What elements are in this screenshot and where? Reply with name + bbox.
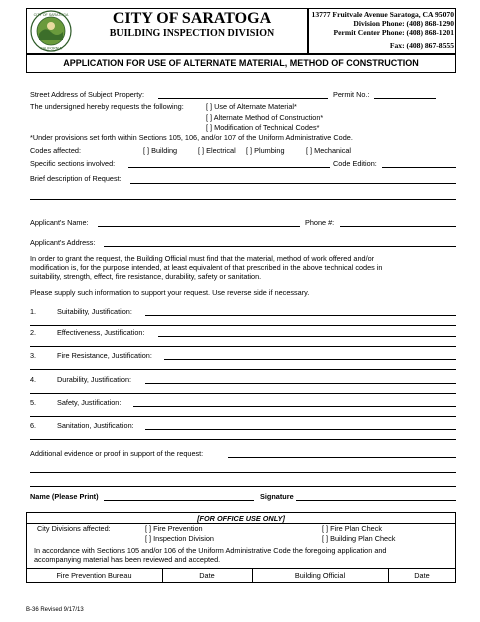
accordance-text-line-2: accompanying material has been reviewed and accepted. xyxy=(34,555,221,564)
request-option-modification[interactable]: [ ] Modification of Technical Codes* xyxy=(206,123,320,132)
division-option-building-plan-check[interactable]: [ ] Building Plan Check xyxy=(322,534,396,543)
signature-field[interactable] xyxy=(296,500,456,501)
city-name: CITY OF SARATOGA xyxy=(112,10,272,27)
form-title: APPLICATION FOR USE OF ALTERNATE MATERIAL, METHOD OF CONSTRUCTION xyxy=(63,58,419,68)
permit-field[interactable] xyxy=(374,98,436,99)
form-footer-code: B-36 Revised 9/17/13 xyxy=(26,607,84,613)
brief-description-label: Brief description of Request: xyxy=(30,174,122,183)
header-fax: Fax: (408) 867-8555 xyxy=(389,41,454,50)
division-name: BUILDING INSPECTION DIVISION xyxy=(109,28,275,39)
specific-sections-field[interactable] xyxy=(128,167,330,168)
justification-3-field[interactable] xyxy=(164,359,456,360)
name-print-label: Name (Please Print) xyxy=(30,492,99,501)
requirement-paragraph-line-1: In order to grant the request, the Building Official must find that the material, method of work offered and/or xyxy=(30,254,375,263)
brief-description-line[interactable] xyxy=(30,199,456,200)
code-edition-label: Code Edition: xyxy=(333,159,377,168)
justification-5-label: Safety, Justification: xyxy=(57,398,122,407)
code-option-mechanical[interactable]: [ ] Mechanical xyxy=(306,146,352,155)
phone-label: Phone #: xyxy=(305,218,335,227)
codes-label: Codes affected: xyxy=(30,146,81,155)
specific-sections-label: Specific sections involved: xyxy=(30,159,116,168)
city-seal-icon xyxy=(30,10,72,52)
justification-1-number: 1. xyxy=(30,307,37,316)
requirement-paragraph-line-2: modification is, for the purpose intended, at least equivalent of that prescribed in the above technical codes in xyxy=(30,263,383,272)
justification-3-label: Fire Resistance, Justification: xyxy=(57,351,152,360)
office-use-heading: [FOR OFFICE USE ONLY] xyxy=(197,514,285,523)
approval-building-official: Building Official xyxy=(294,571,346,580)
justification-6-label: Sanitation, Justification: xyxy=(57,421,134,430)
justification-4-label: Durability, Justification: xyxy=(57,375,132,384)
justification-2-extra-line[interactable] xyxy=(30,346,456,347)
brief-description-field[interactable] xyxy=(130,183,456,184)
seal-text-bottom: CALIFORNIA xyxy=(40,46,62,51)
accordance-text-line-1: In accordance with Sections 105 and/or 106 of the Uniform Administrative Code the foregoing application and xyxy=(34,546,387,555)
justification-5-field[interactable] xyxy=(133,406,456,407)
justification-2-number: 2. xyxy=(30,328,37,337)
justification-4-number: 4. xyxy=(30,375,37,384)
approval-row-top-rule xyxy=(26,568,456,569)
justification-4-field[interactable] xyxy=(145,383,456,384)
justification-6-extra-line[interactable] xyxy=(30,439,456,440)
applicant-name-label: Applicant's Name: xyxy=(30,218,89,227)
applicant-address-field[interactable] xyxy=(104,246,456,247)
justification-2-field[interactable] xyxy=(158,336,456,337)
provisions-note: *Under provisions set forth within Sections 105, 106, and/or 107 of the Uniform Administrative Code. xyxy=(30,133,353,142)
justification-5-number: 5. xyxy=(30,398,37,407)
justification-4-extra-line[interactable] xyxy=(30,393,456,394)
requirement-paragraph-line-3: suitability, strength, effect, fire resistance, durability, safety or sanitation. xyxy=(30,272,262,281)
street-field[interactable] xyxy=(158,98,328,99)
request-option-material[interactable]: [ ] Use of Alternate Material* xyxy=(206,102,297,111)
city-divisions-label: City Divisions affected: xyxy=(37,524,111,533)
code-option-plumbing[interactable]: [ ] Plumbing xyxy=(246,146,285,155)
phone-field[interactable] xyxy=(340,226,456,227)
division-option-inspection[interactable]: [ ] Inspection Division xyxy=(145,534,214,543)
approval-date-2: Date xyxy=(414,571,430,580)
justification-5-extra-line[interactable] xyxy=(30,416,456,417)
justification-2-label: Effectiveness, Justification: xyxy=(57,328,145,337)
justification-3-number: 3. xyxy=(30,351,37,360)
justification-1-extra-line[interactable] xyxy=(30,325,456,326)
support-instruction: Please supply such information to support your request. Use reverse side if necessary. xyxy=(30,288,310,297)
name-print-field[interactable] xyxy=(104,500,254,501)
header-permit-phone: Permit Center Phone: (408) 868-1201 xyxy=(333,28,454,37)
justification-6-number: 6. xyxy=(30,421,37,430)
permit-label: Permit No.: xyxy=(333,90,370,99)
applicant-address-label: Applicant's Address: xyxy=(30,238,96,247)
street-label: Street Address of Subject Property: xyxy=(30,90,144,99)
additional-evidence-line-2[interactable] xyxy=(30,486,456,487)
division-option-fire-plan-check[interactable]: [ ] Fire Plan Check xyxy=(322,524,383,533)
justification-1-field[interactable] xyxy=(145,315,456,316)
approval-fire-prevention-bureau: Fire Prevention Bureau xyxy=(56,571,132,580)
code-edition-field[interactable] xyxy=(382,167,456,168)
applicant-name-field[interactable] xyxy=(98,226,300,227)
justification-3-extra-line[interactable] xyxy=(30,369,456,370)
division-option-fire-prevention[interactable]: [ ] Fire Prevention xyxy=(145,524,203,533)
code-option-building[interactable]: [ ] Building xyxy=(143,146,178,155)
code-option-electrical[interactable]: [ ] Electrical xyxy=(198,146,236,155)
signature-label: Signature xyxy=(260,492,294,501)
approval-date-1: Date xyxy=(199,571,215,580)
header-division-phone: Division Phone: (408) 868-1290 xyxy=(353,19,454,28)
request-intro: The undersigned hereby requests the following: xyxy=(30,102,184,111)
justification-6-field[interactable] xyxy=(145,429,456,430)
additional-evidence-line-1[interactable] xyxy=(30,472,456,473)
additional-evidence-field[interactable] xyxy=(228,457,456,458)
request-option-method[interactable]: [ ] Alternate Method of Construction* xyxy=(206,113,324,122)
justification-1-label: Suitability, Justification: xyxy=(57,307,132,316)
additional-evidence-label: Additional evidence or proof in support of the request: xyxy=(30,449,204,458)
seal-text-top: CITY OF SARATOGA xyxy=(33,13,69,17)
header-address: 13777 Fruitvale Avenue Saratoga, CA 95070 xyxy=(311,10,454,19)
